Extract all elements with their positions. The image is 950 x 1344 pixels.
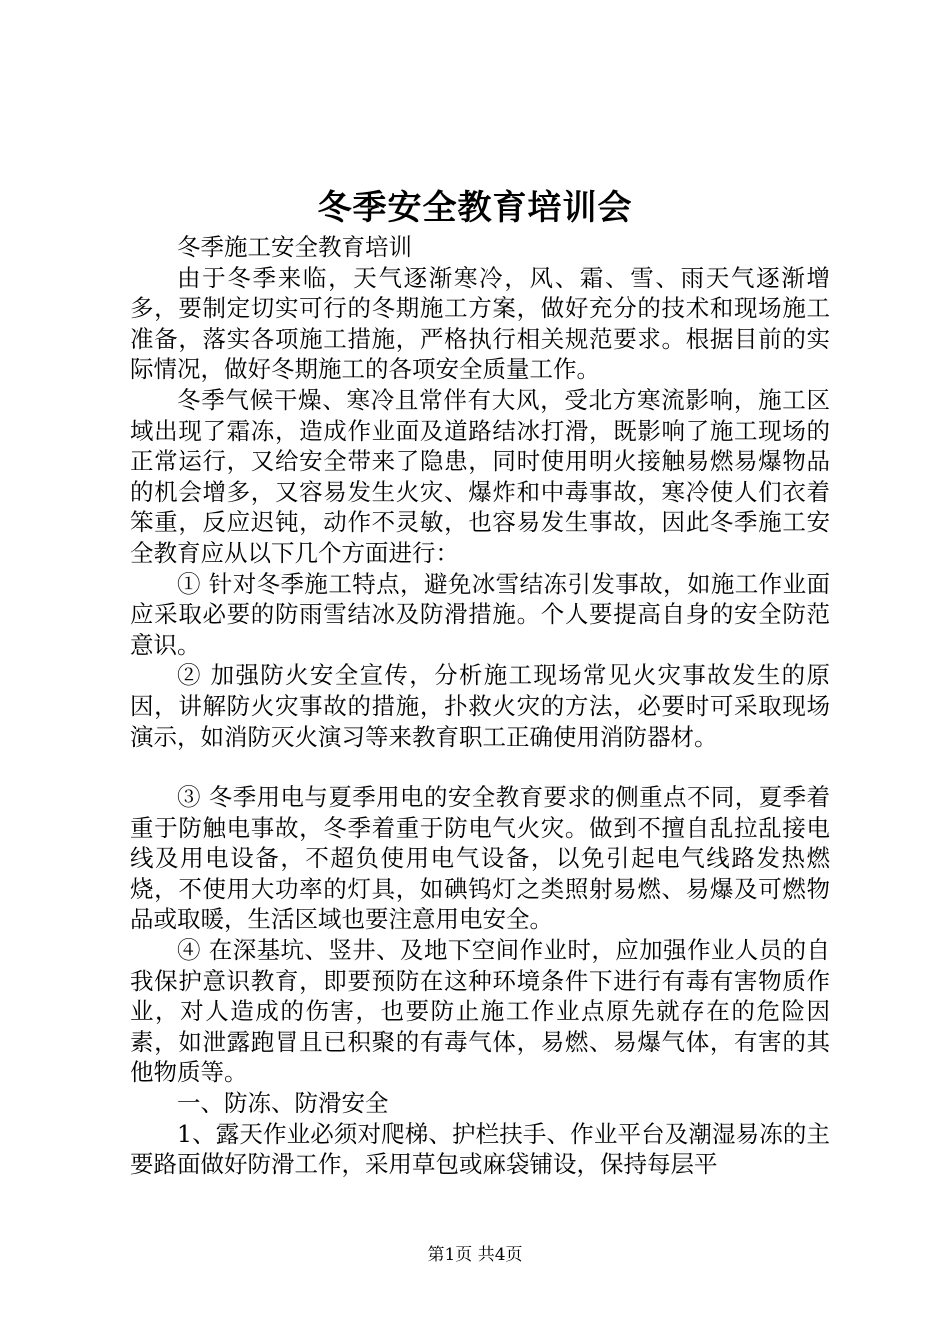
paragraph-item-3: ③ 冬季用电与夏季用电的安全教育要求的侧重点不同，夏季着重于防触电事故，冬季着重于防电气火灾。做到不擅自乱拉乱接电线及用电设备，不超负使用电气设备，以免引起电气线路发热燃烧，不使用大功率的灯具，如碘钨灯之类照射易燃、易爆及可燃物品或取暖，生活区域也要注意用电安全。 bbox=[130, 783, 830, 934]
document-body bbox=[130, 232, 830, 1180]
page-footer: 第1页 共4页 bbox=[427, 1245, 523, 1265]
paragraph-section-1: 1、露天作业必须对爬梯、护栏扶手、作业平台及潮湿易冻的主要路面做好防滑工作，采用草包或麻袋铺设，保持每层平 bbox=[130, 1119, 830, 1179]
paragraph-intro: 由于冬季来临，天气逐渐寒冷，风、霜、雪、雨天气逐渐增多，要制定切实可行的冬期施工方案，做好充分的技术和现场施工准备，落实各项施工措施，严格执行相关规范要求。根据目前的实际情况，做好冬期施工的各项安全质量工作。 bbox=[130, 263, 830, 384]
paragraph-item-4: ④ 在深基坑、竖井、及地下空间作业时，应加强作业人员的自我保护意识教育，即要预防在这种环境条件下进行有毒有害物质作业，对人造成的伤害，也要防止施工作业点原先就存在的危险因素，如泄露跑冒且已积聚的有毒气体，易燃、易爆气体，有害的其他物质等。 bbox=[130, 936, 830, 1087]
paragraph-item-2: ② 加强防火安全宣传，分析施工现场常见火灾事故发生的原因，讲解防火灾事故的措施，扑救火灾的方法，必要时可采取现场演示，如消防灭火演习等来教育职工正确使用消防器材。 bbox=[130, 661, 830, 751]
section-heading: 一、防冻、防滑安全 bbox=[177, 1089, 389, 1118]
document-subtitle: 冬季施工安全教育培训 bbox=[177, 233, 412, 261]
paragraph-item-1: ① 针对冬季施工特点，避免冰雪结冻引发事故，如施工作业面应采取必要的防雨雪结冰及防滑措施。个人要提高自身的安全防范意识。 bbox=[130, 569, 830, 659]
document-title: 冬季安全教育培训会 bbox=[317, 188, 633, 228]
paragraph-climate: 冬季气候干燥、寒冷且常伴有大风，受北方寒流影响，施工区域出现了霜冻，造成作业面及道路结冰打滑，既影响了施工现场的正常运行，又给安全带来了隐患，同时使用明火接触易燃易爆物品的机会增多，又容易发生火灾、爆炸和中毒事故，寒冷使人们衣着笨重，反应迟钝，动作不灵敏，也容易发生事故，因此冬季施工安全教育应从以下几个方面进行： bbox=[130, 385, 830, 567]
